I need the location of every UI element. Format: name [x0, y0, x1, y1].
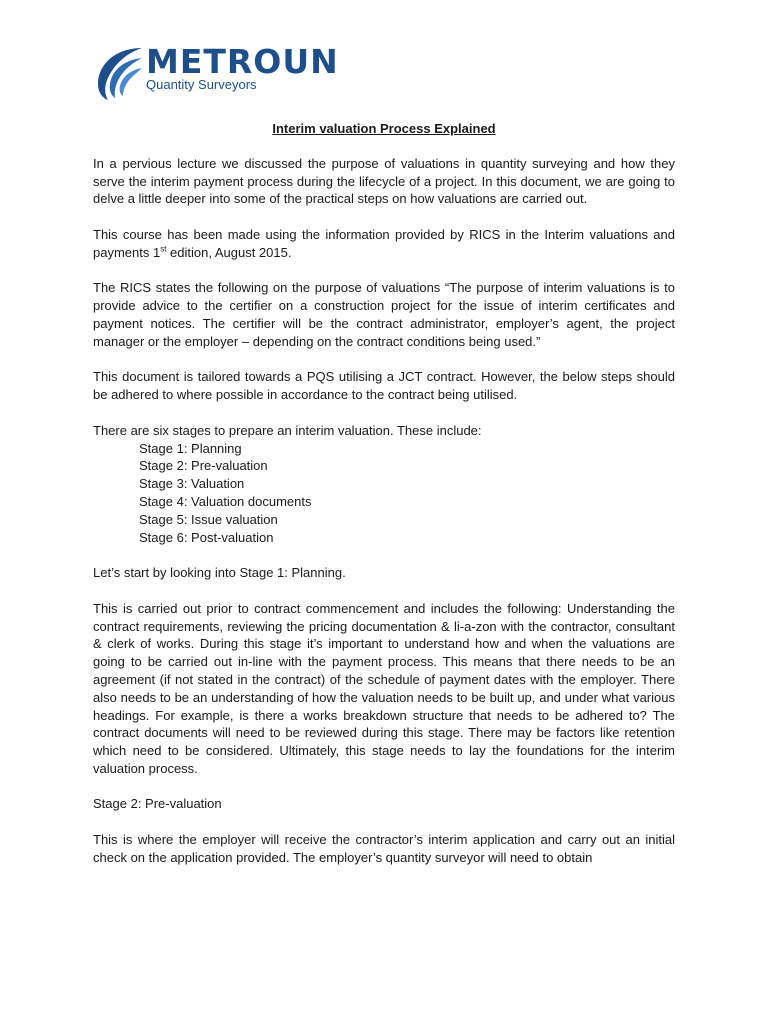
logo-tagline: Quantity Surveyors — [146, 77, 257, 92]
paragraph-rics-quote: The RICS states the following on the purpose of valuations “The purpose of interim valuations is to provide advice to the certifier on a construction project for the issue of interim certificates and payment notices. The certifier will be the contract administrator, employer’s agent, the project manager or the employer – depending on the contract conditions being used.” — [93, 280, 675, 349]
paragraph-planning: This is carried out prior to contract commencement and includes the following: Understanding the contract requirements, reviewing the pricing documentation & li-a-zon with the contractor, consultant & clerk of works. During this stage it’s important to understand how and when the valuations are going to be carried out in-line with the payment process. This means that there needs to be an agreement (if not stated in the contract) of the schedule of payment dates with the employer. There also needs to be an understanding of how the valuation needs to be built up, and under what various headings. For example, is there a works breakdown structure that needs to be adhered to? The contract documents will need to be reviewed during this stage. There may be factors like retention which need to be considered. Ultimately, this stage needs to lay the foundations for the interim valuation process. — [93, 600, 675, 776]
list-item: Stage 2: Pre-valuation — [139, 458, 268, 474]
paragraph-source-date: edition, August 2015. — [166, 244, 292, 260]
stages-intro: There are six stages to prepare an interim valuation. These include: — [93, 422, 482, 438]
logo-swoosh-icon — [96, 44, 152, 100]
logo-wordmark: METROUN — [146, 42, 339, 81]
paragraph-start: Let’s start by looking into Stage 1: Planning. — [93, 565, 346, 581]
company-logo — [96, 44, 376, 100]
document-body — [93, 120, 675, 884]
list-item: Stage 5: Issue valuation — [139, 511, 278, 527]
stages-list — [93, 440, 675, 547]
document-title: Interim valuation Process Explained — [272, 121, 496, 136]
list-item: Stage 6: Post-valuation — [139, 529, 274, 545]
stages-section — [93, 422, 675, 547]
stage-2-heading: Stage 2: Pre-valuation — [93, 796, 222, 812]
ordinal-suffix: st — [160, 244, 167, 254]
list-item: Stage 1: Planning — [139, 440, 242, 456]
list-item: Stage 4: Valuation documents — [139, 493, 312, 509]
paragraph-intro: In a pervious lecture we discussed the purpose of valuations in quantity surveying and how they serve the interim payment process during the lifecycle of a project. In this document, we are going to delve a little deeper into some of the practical steps on how valuations are carried out. — [93, 155, 675, 207]
paragraph-scope: This document is tailored towards a PQS utilising a JCT contract. However, the below steps should be adhered to where possible in accordance to the contract being utilised. — [93, 369, 675, 403]
list-item: Stage 3: Valuation — [139, 476, 245, 492]
paragraph-source-text: This course has been made using the information provided by RICS in the Interim valuations and payments 1 — [93, 226, 675, 260]
paragraph-pre-valuation: This is where the employer will receive the contractor’s interim application and carry out an initial check on the application provided. The employer’s quantity surveyor will need to obtain — [93, 832, 675, 865]
paragraph-source — [93, 226, 675, 262]
